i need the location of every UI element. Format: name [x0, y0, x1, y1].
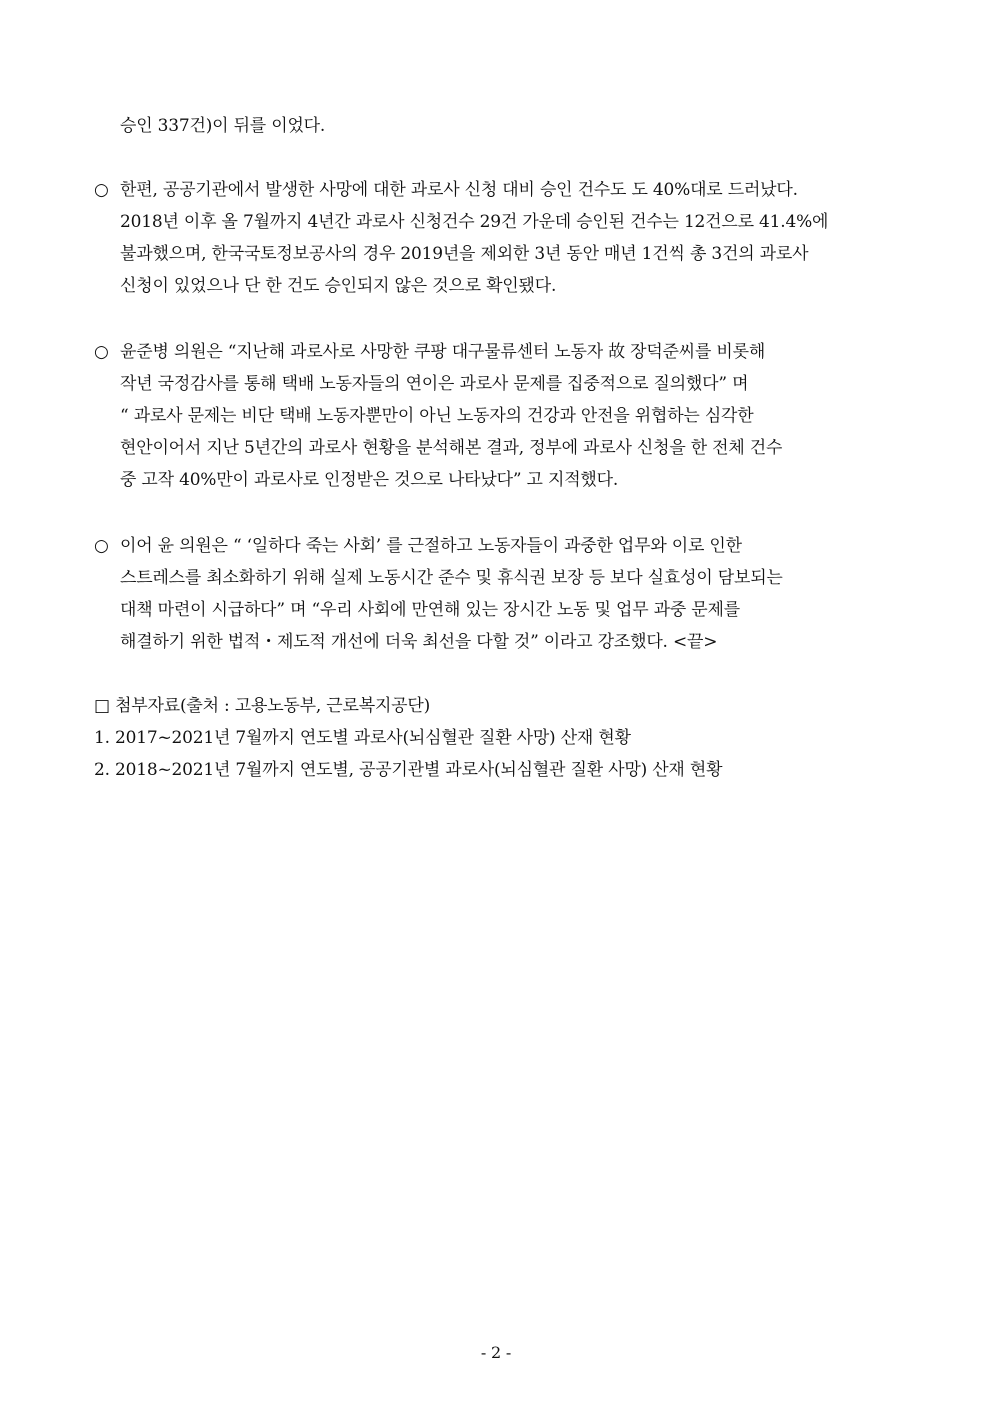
paragraph-line: 승인 337건)이 뒤를 이었다.: [120, 116, 326, 136]
paragraph-text: 한편, 공공기관에서 발생한 사망에 대한 과로사 신청 대비 승인 건수도 도 40%대로 드러났다.: [120, 180, 798, 200]
circle-bullet-icon: ○: [94, 536, 109, 556]
paragraph-first-line: [94, 530, 742, 562]
paragraph-line: 대책 마련이 시급하다” 며 “우리 사회에 만연해 있는 장시간 노동 및 업무 과중 문제를: [120, 600, 740, 620]
paragraph-line: 중 고작 40%만이 과로사로 인정받은 것으로 나타났다” 고 지적했다.: [120, 470, 619, 490]
paragraph-line: 신청이 있었으나 단 한 건도 승인되지 않은 것으로 확인됐다.: [120, 276, 557, 296]
paragraph-line: 해결하기 위한 법적・제도적 개선에 더욱 최선을 다할 것” 이라고 강조했다. <끝>: [120, 632, 718, 652]
page-number: - 2 -: [480, 1343, 512, 1362]
paragraph-first-line: [94, 174, 798, 206]
circle-bullet-icon: ○: [94, 342, 109, 362]
attachment-item: 2. 2018~2021년 7월까지 연도별, 공공기관별 과로사(뇌심혈관 질환 사망) 산재 현황: [94, 760, 723, 780]
attachment-item: 1. 2017~2021년 7월까지 연도별 과로사(뇌심혈관 질환 사망) 산재 현황: [94, 728, 631, 748]
circle-bullet-icon: ○: [94, 180, 109, 200]
paragraph-line: 현안이어서 지난 5년간의 과로사 현황을 분석해본 결과, 정부에 과로사 신청을 한 전체 건수: [120, 438, 783, 458]
paragraph-line: 2018년 이후 올 7월까지 4년간 과로사 신청건수 29건 가운데 승인된 건수는 12건으로 41.4%에: [120, 212, 829, 232]
paragraph-line: 작년 국정감사를 통해 택배 노동자들의 연이은 과로사 문제를 집중적으로 질의했다” 며: [120, 374, 749, 394]
paragraph-text: 이어 윤 의원은 “ ‘일하다 죽는 사회’ 를 근절하고 노동자들이 과중한 업무와 이로 인한: [120, 536, 742, 556]
paragraph-line: 스트레스를 최소화하기 위해 실제 노동시간 준수 및 휴식권 보장 등 보다 실효성이 담보되는: [120, 568, 783, 588]
paragraph-line: “ 과로사 문제는 비단 택배 노동자뿐만이 아닌 노동자의 건강과 안전을 위협하는 심각한: [120, 406, 754, 426]
paragraph-text: 윤준병 의원은 “지난해 과로사로 사망한 쿠팡 대구물류센터 노동자 故 장덕준씨를 비롯해: [120, 342, 766, 362]
attachments-heading: □ 첨부자료(출처 : 고용노동부, 근로복지공단): [94, 696, 431, 716]
paragraph-first-line: [94, 336, 765, 368]
paragraph-line: 불과했으며, 한국국토정보공사의 경우 2019년을 제외한 3년 동안 매년 1건씩 총 3건의 과로사: [120, 244, 809, 264]
